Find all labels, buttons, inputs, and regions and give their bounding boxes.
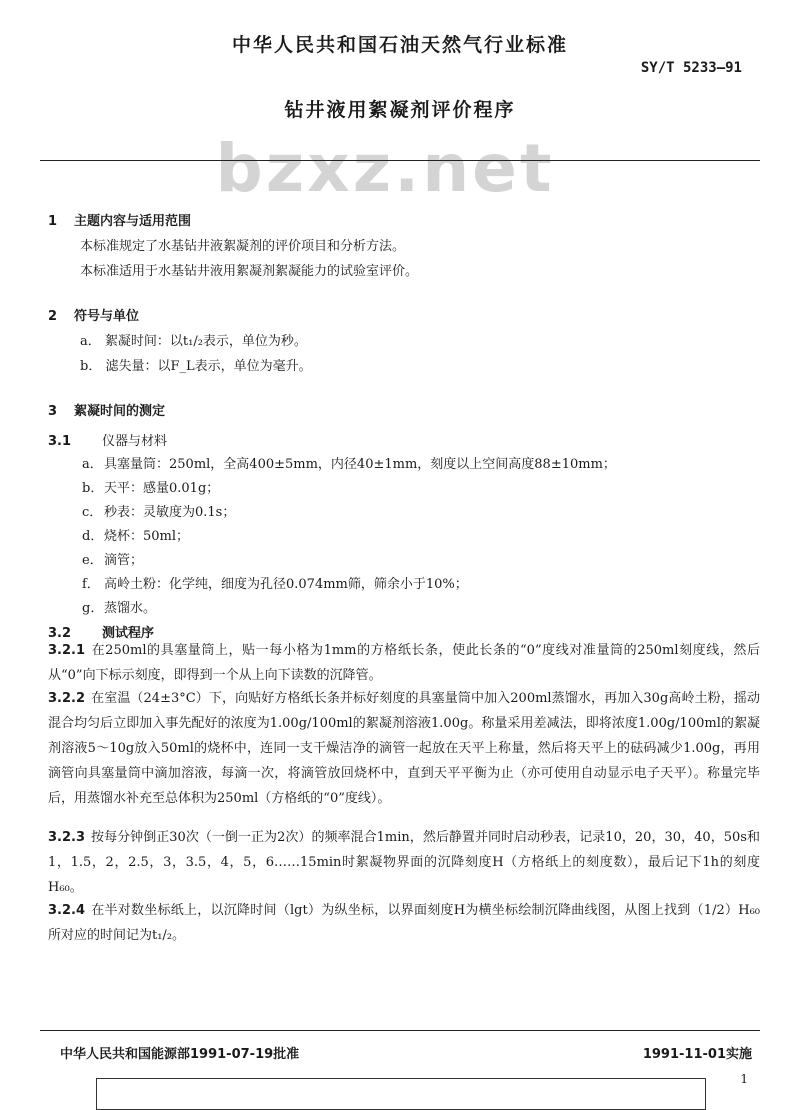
header-rule — [40, 160, 760, 161]
section-number: 2 — [48, 309, 58, 324]
document-title: 钻井液用絮凝剂评价程序 — [284, 99, 516, 121]
standard-number: SY/T 5233—91 — [640, 60, 742, 76]
clause-3-2-4: 3.2.4 在半对数坐标纸上，以沉降时间（lgt）为纵坐标，以界面刻度H为横坐标绘制沉降曲线图，从图上找到（1/2）H₆₀所对应的时间记为t₁/₂。 — [48, 903, 760, 943]
material-item: f． 高岭土粉：化学纯，细度为孔径0.074mm筛，筛余小于10%； — [82, 577, 468, 592]
symbol-item-b: b． 滤失量：以F_L表示，单位为毫升。 — [80, 359, 312, 374]
section-1-para-2: 本标准适用于水基钻井液用絮凝剂絮凝能力的试验室评价。 — [80, 264, 419, 279]
watermark: bzxz.net — [215, 130, 555, 207]
implementation-date: 1991-11-01实施 — [642, 1047, 752, 1062]
section-title: 符号与单位 — [74, 309, 140, 324]
subsection-3-1-heading — [48, 430, 167, 449]
bottom-frame — [96, 1078, 706, 1110]
footer-rule — [40, 1030, 760, 1031]
section-1-para-1: 本标准规定了水基钻井液絮凝剂的评价项目和分析方法。 — [80, 239, 406, 254]
approval-line: 中华人民共和国能源部1991-07-19批准 — [60, 1047, 300, 1062]
subsection-number: 3.2 — [48, 626, 72, 641]
material-item: b．天平：感量0.01g； — [82, 481, 220, 496]
section-3-heading — [48, 400, 165, 419]
section-number: 3 — [48, 404, 58, 419]
clause-3-2-1: 3.2.1 在250ml的具塞量筒上，贴一每小格为1mm的方格纸长条，使此长条的“0”度线对准量筒的250ml刻度线，然后从“0”向下标示刻度，即得到一个从上向下读数的沉降管。 — [48, 643, 760, 683]
clause-3-2-3: 3.2.3 按每分钟倒正30次（一倒一正为2次）的频率混合1min，然后静置并同时启动秒表，记录10，20，30，40，50s和1，1.5，2，2.5，3，3.5，4，5，6……15min时絮凝物界面的沉降刻度H（方格纸上的刻度数），最后记下1h的刻度H₆₀。 — [48, 830, 760, 895]
section-number: 1 — [48, 214, 58, 229]
subsection-number: 3.1 — [48, 434, 72, 449]
subsection-title: 仪器与材料 — [102, 434, 168, 449]
section-1-heading — [48, 210, 191, 229]
material-item: e．滴管； — [82, 553, 144, 568]
section-2-heading — [48, 305, 139, 324]
material-item: d．烧杯：50ml； — [82, 529, 190, 544]
material-item: a．具塞量筒：250ml，全高400±5mm，内径40±1mm，刻度以上空间高度88±10mm； — [82, 457, 616, 472]
symbol-item-a: a． 絮凝时间：以t₁/₂表示，单位为秒。 — [80, 334, 307, 349]
section-title: 絮凝时间的测定 — [74, 404, 166, 419]
section-title: 主题内容与适用范围 — [74, 214, 192, 229]
page-number: 1 — [740, 1072, 748, 1086]
clause-3-2-2: 3.2.2 在室温（24±3°C）下，向贴好方格纸长条并标好刻度的具塞量筒中加入200ml蒸馏水，再加入30g高岭土粉，摇动混合均匀后立即加入事先配好的浓度为1.00g/100ml的絮凝剂溶液1.00g。称量采用差减法，即将浓度1.00g/100ml的絮凝剂溶液5～10g放入50ml的烧杯中，连同一支干燥洁净的滴管一起放在天平上称量，然后将天平上的砝码减少1.00g，再用滴管向具塞量筒中滴加溶液，每滴一次，将滴管放回烧杯中，直到天平平衡为止（亦可使用自动显示电子天平）。称量完毕后，用蒸馏水补充至总体积为250ml（方格纸的“0”度线）。 — [48, 691, 760, 806]
subsection-title: 测试程序 — [102, 626, 155, 641]
material-item: g．蒸馏水。 — [82, 601, 157, 616]
material-item: c． 秒表：灵敏度为0.1s； — [82, 505, 236, 520]
issuing-org: 中华人民共和国石油天然气行业标准 — [231, 34, 568, 56]
